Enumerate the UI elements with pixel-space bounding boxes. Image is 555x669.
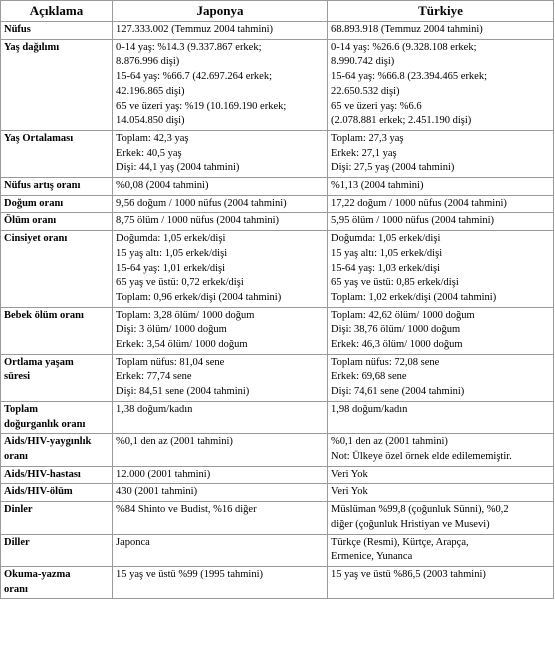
label-cell <box>1 502 113 534</box>
cell-line: Toplam: 27,3 yaş <box>331 132 404 144</box>
cell-line: 0-14 yaş: %26.6 (9.328.108 erkek; <box>331 41 477 53</box>
japan-cell <box>113 22 328 40</box>
cell-line: Okuma-yazma <box>4 568 71 580</box>
cell-line: %0,1 den az (2001 tahmini) <box>331 436 448 448</box>
turkey-cell <box>328 22 554 40</box>
cell-line: diğer (çoğunluk Hristiyan ve Musevi) <box>331 518 490 530</box>
cell-line: Toplam: 0,96 erkek/dişi (2004 tahmini) <box>116 291 282 303</box>
cell-line: Aids/HIV-ölüm <box>4 486 73 498</box>
cell-line: Erkek: 3,54 ölüm/ 1000 doğum <box>116 339 248 351</box>
cell-line: Veri Yok <box>331 468 368 480</box>
table-row <box>1 39 554 130</box>
cell-line: 65 ve üzeri yaş: %19 (10.169.190 erkek; <box>116 100 287 112</box>
table-row <box>1 22 554 40</box>
label-cell <box>1 401 113 433</box>
japan-cell <box>113 178 328 196</box>
cell-line: Bebek ölüm oranı <box>4 309 84 321</box>
cell-line: Toplam <box>4 403 39 415</box>
cell-line: Doğumda: 1,05 erkek/dişi <box>331 233 441 245</box>
turkey-cell <box>328 130 554 177</box>
cell-line: Toplam nüfus: 81,04 sene <box>116 356 225 368</box>
label-cell <box>1 178 113 196</box>
cell-line: %84 Shinto ve Budist, %16 diğer <box>116 504 257 516</box>
cell-line: 15-64 yaş: 1,03 erkek/dişi <box>331 262 441 274</box>
cell-line: Dişi: 84,51 sene (2004 tahmini) <box>116 386 250 398</box>
turkey-cell <box>328 484 554 502</box>
turkey-cell <box>328 502 554 534</box>
header-japan: Japonya <box>113 1 328 22</box>
table-row <box>1 130 554 177</box>
turkey-cell <box>328 213 554 231</box>
cell-line: oranı <box>4 450 28 462</box>
turkey-cell <box>328 178 554 196</box>
cell-line: Erkek: 69,68 sene <box>331 371 407 383</box>
cell-line: Ölüm oranı <box>4 215 57 227</box>
cell-line: Doğum oranı <box>4 197 64 209</box>
japan-cell <box>113 213 328 231</box>
cell-line: 1,38 doğum/kadın <box>116 403 193 415</box>
table-row <box>1 502 554 534</box>
label-cell <box>1 466 113 484</box>
cell-line: Yaş dağılımı <box>4 41 60 53</box>
cell-line: 127.333.002 (Temmuz 2004 tahmini) <box>116 24 274 35</box>
turkey-cell <box>328 195 554 213</box>
table-row <box>1 401 554 433</box>
cell-line: Erkek: 46,3 ölüm/ 1000 doğum <box>331 339 463 351</box>
cell-line: 65 ve üzeri yaş: %6.6 <box>331 100 422 112</box>
japan-cell <box>113 401 328 433</box>
cell-line: 15 yaş ve üstü %86,5 (2003 tahmini) <box>331 568 486 580</box>
table-row <box>1 534 554 566</box>
japan-cell <box>113 502 328 534</box>
cell-line: Doğumda: 1,05 erkek/dişi <box>116 233 226 245</box>
cell-line: oranı <box>4 583 28 595</box>
table-row <box>1 566 554 598</box>
label-cell <box>1 566 113 598</box>
japan-cell <box>113 484 328 502</box>
cell-line: Dinler <box>4 504 33 516</box>
cell-line: Dişi: 38,76 ölüm/ 1000 doğum <box>331 324 461 336</box>
cell-line: Erkek: 40,5 yaş <box>116 147 182 159</box>
header-row <box>1 1 554 22</box>
japan-cell <box>113 534 328 566</box>
cell-line: Japonca <box>116 536 150 548</box>
header-turkey: Türkiye <box>328 1 554 22</box>
cell-line: Toplam: 42,62 ölüm/ 1000 doğum <box>331 309 475 321</box>
cell-line: 15-64 yaş: %66.7 (42.697.264 erkek; <box>116 71 273 83</box>
japan-cell <box>113 466 328 484</box>
cell-line: Nüfus <box>4 24 31 35</box>
cell-line: 17,22 doğum / 1000 nüfus (2004 tahmini) <box>331 197 507 209</box>
turkey-cell <box>328 434 554 466</box>
cell-line: Diller <box>4 536 30 548</box>
table-row <box>1 434 554 466</box>
turkey-cell <box>328 39 554 130</box>
japan-cell <box>113 130 328 177</box>
cell-line: 1,98 doğum/kadın <box>331 403 408 415</box>
turkey-cell <box>328 231 554 308</box>
cell-line: 8.876.996 dişi) <box>116 56 180 68</box>
cell-line: Yaş Ortalaması <box>4 132 74 144</box>
cell-line: 42.196.865 dişi) <box>116 85 185 97</box>
cell-line: Dişi: 3 ölüm/ 1000 doğum <box>116 324 227 336</box>
cell-line: Veri Yok <box>331 486 368 498</box>
cell-line: Toplam: 1,02 erkek/dişi (2004 tahmini) <box>331 291 497 303</box>
japan-cell <box>113 434 328 466</box>
cell-line: 8.990.742 dişi) <box>331 56 395 68</box>
cell-line: Dişi: 44,1 yaş (2004 tahmini) <box>116 162 240 174</box>
japan-cell <box>113 307 328 354</box>
label-cell <box>1 39 113 130</box>
japan-cell <box>113 39 328 130</box>
cell-line: Nüfus artış oranı <box>4 180 81 192</box>
cell-line: Aids/HIV-hastası <box>4 468 81 480</box>
cell-line: 15 yaş altı: 1,05 erkek/dişi <box>331 247 443 259</box>
label-cell <box>1 195 113 213</box>
turkey-cell <box>328 566 554 598</box>
japan-cell <box>113 354 328 401</box>
cell-line: Dişi: 27,5 yaş (2004 tahmini) <box>331 162 455 174</box>
cell-line: 12.000 (2001 tahmini) <box>116 468 211 480</box>
table-row <box>1 354 554 401</box>
cell-line: 5,95 ölüm / 1000 nüfus (2004 tahmini) <box>331 215 495 227</box>
cell-line: Dişi: 74,61 sene (2004 tahmini) <box>331 386 465 398</box>
cell-line: 15 yaş ve üstü %99 (1995 tahmini) <box>116 568 263 580</box>
cell-line: Toplam: 3,28 ölüm/ 1000 doğum <box>116 309 255 321</box>
label-cell <box>1 354 113 401</box>
japan-cell <box>113 231 328 308</box>
cell-line: Erkek: 27,1 yaş <box>331 147 397 159</box>
turkey-cell <box>328 534 554 566</box>
label-cell <box>1 307 113 354</box>
table-row <box>1 195 554 213</box>
cell-line: 15-64 yaş: 1,01 erkek/dişi <box>116 262 226 274</box>
cell-line: %0,1 den az (2001 tahmini) <box>116 436 233 448</box>
cell-line: Toplam: 42,3 yaş <box>116 132 189 144</box>
turkey-cell <box>328 466 554 484</box>
cell-line: %0,08 (2004 tahmini) <box>116 180 209 192</box>
japan-cell <box>113 195 328 213</box>
cell-line: 15 yaş altı: 1,05 erkek/dişi <box>116 247 228 259</box>
cell-line: Erkek: 77,74 sene <box>116 371 192 383</box>
cell-line: Cinsiyet oranı <box>4 233 68 245</box>
table-row <box>1 466 554 484</box>
japan-cell <box>113 566 328 598</box>
cell-line: 68.893.918 (Temmuz 2004 tahmini) <box>331 24 483 35</box>
label-cell <box>1 22 113 40</box>
cell-line: Ermenice, Yunanca <box>331 551 413 563</box>
cell-line: Aids/HIV-yaygınlık <box>4 436 92 448</box>
table-row <box>1 484 554 502</box>
cell-line: doğurganlık oranı <box>4 418 86 430</box>
cell-line: 15-64 yaş: %66.8 (23.394.465 erkek; <box>331 71 488 83</box>
table-body <box>1 22 554 599</box>
cell-line: 430 (2001 tahmini) <box>116 486 198 498</box>
cell-line: (2.078.881 erkek; 2.451.190 dişi) <box>331 115 472 127</box>
label-cell <box>1 130 113 177</box>
label-cell <box>1 231 113 308</box>
cell-line: Not: Ülkeye özel örnek elde edilememiştir. <box>331 450 512 462</box>
cell-line: 9,56 doğum / 1000 nüfus (2004 tahmini) <box>116 197 287 209</box>
turkey-cell <box>328 354 554 401</box>
label-cell <box>1 484 113 502</box>
cell-line: 14.054.850 dişi) <box>116 115 185 127</box>
header-description: Açıklama <box>1 1 113 22</box>
turkey-cell <box>328 401 554 433</box>
cell-line: 65 yaş ve üstü: 0,85 erkek/dişi <box>331 277 459 289</box>
cell-line: Müslüman %99,8 (çoğunluk Sünni), %0,2 <box>331 504 509 516</box>
cell-line: Türkçe (Resmi), Kürtçe, Arapça, <box>331 536 469 548</box>
label-cell <box>1 534 113 566</box>
turkey-cell <box>328 307 554 354</box>
label-cell <box>1 434 113 466</box>
label-cell <box>1 213 113 231</box>
cell-line: Ortlama yaşam <box>4 356 74 368</box>
table-row <box>1 213 554 231</box>
cell-line: %1,13 (2004 tahmini) <box>331 180 424 192</box>
table-row <box>1 231 554 308</box>
cell-line: 0-14 yaş: %14.3 (9.337.867 erkek; <box>116 41 262 53</box>
table-row <box>1 178 554 196</box>
cell-line: 22.650.532 dişi) <box>331 85 400 97</box>
cell-line: süresi <box>4 371 31 383</box>
cell-line: 8,75 ölüm / 1000 nüfus (2004 tahmini) <box>116 215 280 227</box>
cell-line: Toplam nüfus: 72,08 sene <box>331 356 440 368</box>
table-row <box>1 307 554 354</box>
cell-line: 65 yaş ve üstü: 0,72 erkek/dişi <box>116 277 244 289</box>
